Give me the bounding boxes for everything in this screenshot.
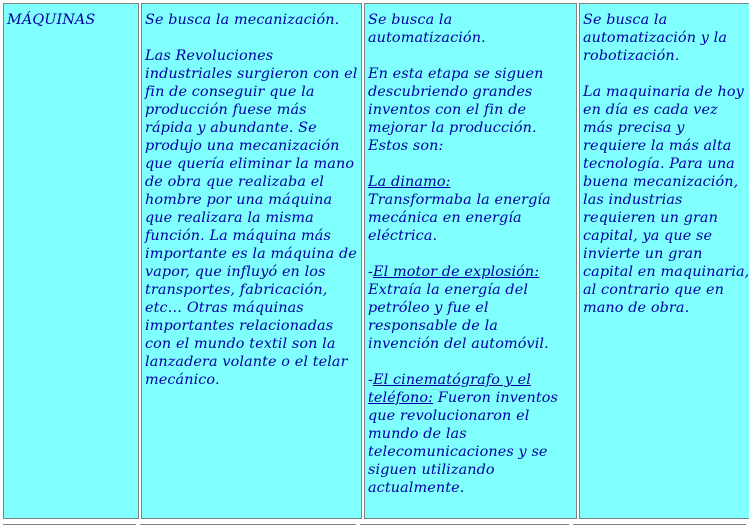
row-label-cell	[3, 3, 139, 519]
robotization-body: La maquinaria de hoy en día es cada vez más precisa y requiere la más alta tecnología. Para una buena mecanización, las industrias requieren un gran capital, ya que se invierte un gran capital en maquinaria, al contrario que en mano de obra.	[583, 84, 749, 316]
cinema-phone-text: Fueron inventos que revolucionaron el mundo de las telecomunicaciones y se siguen utilizando actualmente.	[368, 390, 559, 496]
automation-cell	[364, 3, 577, 519]
row-label: MÁQUINAS	[7, 12, 96, 28]
robotization-heading: Se busca la automatización y la robotización.	[583, 12, 728, 64]
mechanization-heading: Se busca la mecanización.	[145, 12, 340, 28]
engine-text: Extraía la energía del petróleo y fue el responsable de la invención del automóvil.	[368, 282, 549, 352]
cinema-phone-item	[368, 371, 573, 497]
table-row	[3, 3, 749, 519]
bottom-border-segment	[360, 524, 569, 525]
engine-title: El motor de explosión:	[372, 264, 540, 280]
bottom-border-segment	[140, 524, 356, 525]
engine-dash: -	[368, 264, 373, 280]
dynamo-item	[368, 173, 573, 245]
mechanization-body: Las Revoluciones industriales surgieron con el fin de conseguir que la producción fuese más rápida y abundante. Se produjo una mecanización que quería eliminar la mano de obra que realizaba el hombre por una máquina que realizara la misma función. La máquina más importante es la máquina de vapor, que influyó en los transportes, fabricación, etc… Otras máquinas importantes relacionadas con el mundo textil son la lanzadera volante o el telar mecánico.	[145, 48, 358, 388]
dynamo-text: Transformaba la energía mecánica en energía eléctrica.	[368, 192, 551, 244]
automation-heading: Se busca la automatización.	[368, 12, 486, 46]
table-bottom-edge	[0, 522, 749, 527]
bottom-border-segment	[3, 524, 136, 525]
engine-item	[368, 263, 573, 353]
automation-intro: En esta etapa se siguen descubriendo grandes inventos con el fin de mejorar la producción. Estos son:	[368, 66, 544, 154]
cinema-phone-title: El cinematógrafo y el teléfono:	[368, 372, 531, 406]
cinema-dash: -	[368, 372, 373, 388]
machines-table	[1, 1, 749, 521]
mechanization-cell	[141, 3, 362, 519]
robotization-cell	[579, 3, 749, 519]
dynamo-title: La dinamo:	[368, 174, 451, 190]
bottom-border-segment	[573, 524, 746, 525]
